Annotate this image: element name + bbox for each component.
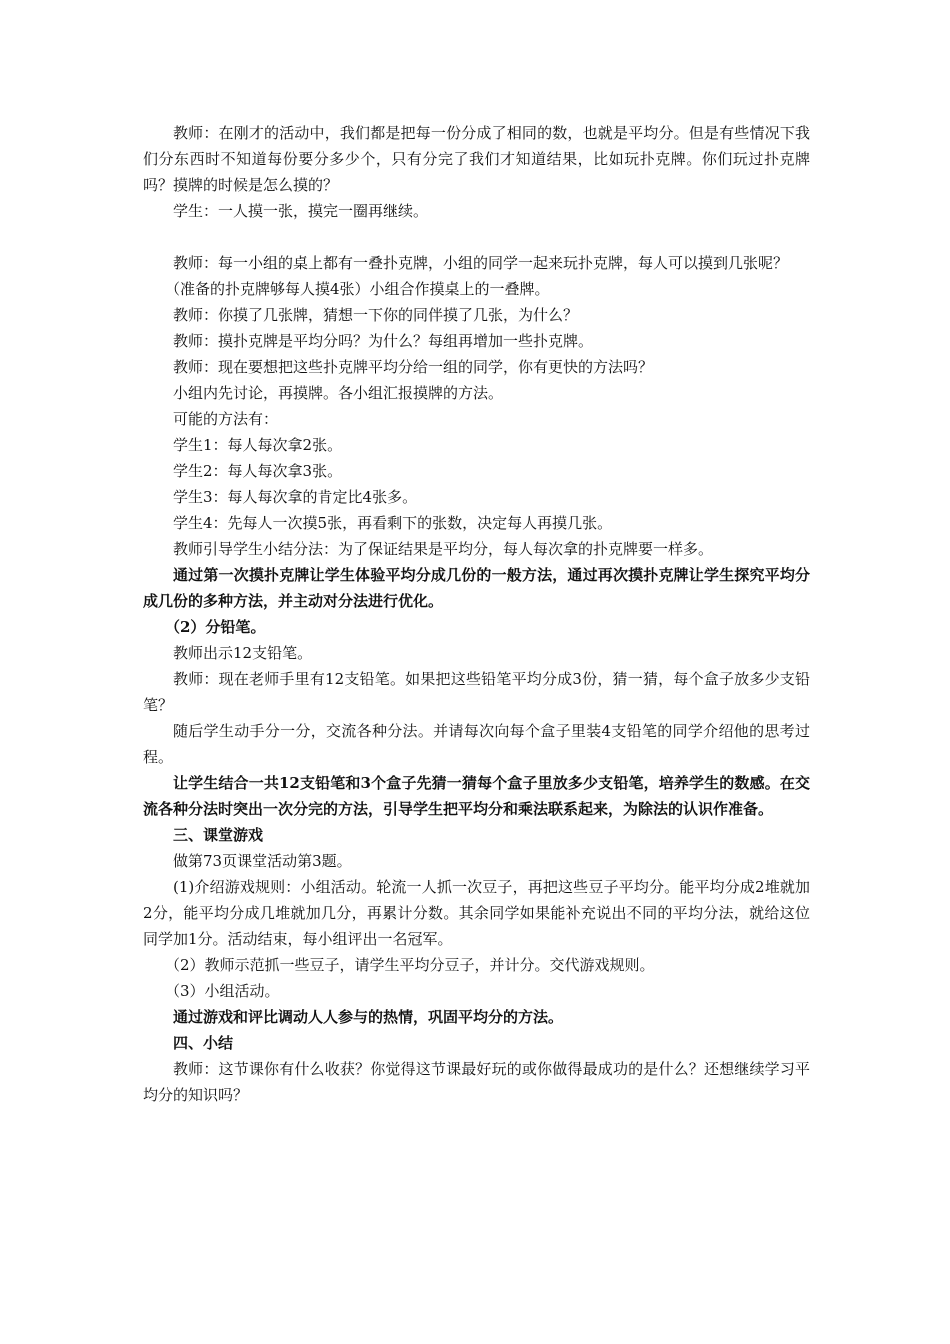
paragraph: 做第73页课堂活动第3题。 <box>173 852 352 870</box>
blank-line <box>143 224 810 250</box>
document-body <box>143 120 810 1108</box>
paragraph: 教师：摸扑克牌是平均分吗？为什么？每组再增加一些扑克牌。 <box>173 332 594 350</box>
paragraph: 教师：现在老师手里有12支铅笔。如果把这些铅笔平均分成3份，猜一猜，每个盒子放多少支铅笔？ <box>143 670 810 714</box>
paragraph: 学生1：每人每次拿2张。 <box>173 436 343 454</box>
section-heading: 三、课堂游戏 <box>173 826 264 844</box>
section-heading: （2）分铅笔。 <box>165 618 266 636</box>
paragraph: 学生：一人摸一张，摸完一圈再继续。 <box>173 202 429 220</box>
paragraph: 教师：每一小组的桌上都有一叠扑克牌，小组的同学一起来玩扑克牌，每人可以摸到几张呢？ <box>173 254 789 272</box>
paragraph: 教师出示12支铅笔。 <box>173 644 313 662</box>
paragraph: 可能的方法有： <box>173 410 279 428</box>
paragraph: 教师：现在要想把这些扑克牌平均分给一组的同学，你有更快的方法吗？ <box>173 358 654 376</box>
paragraph: 教师：你摸了几张牌，猜想一下你的同伴摸了几张，为什么？ <box>173 306 579 324</box>
design-note: 通过第一次摸扑克牌让学生体验平均分成几份的一般方法，通过再次摸扑克牌让学生探究平均分成几份的多种方法，并主动对分法进行优化。 <box>143 566 810 610</box>
paragraph: (1)介绍游戏规则：小组活动。轮流一人抓一次豆子，再把这些豆子平均分。能平均分成2堆就加2分，能平均分成几堆就加几分，再累计分数。其余同学如果能补充说出不同的平均分法，就给这位同学加1分。活动结束，每小组评出一名冠军。 <box>143 878 810 948</box>
paragraph: 学生2：每人每次拿3张。 <box>173 462 343 480</box>
paragraph: 小组内先讨论，再摸牌。各小组汇报摸牌的方法。 <box>173 384 504 402</box>
paragraph: （3）小组活动。 <box>165 982 280 1000</box>
paragraph: 学生4：先每人一次摸5张，再看剩下的张数，决定每人再摸几张。 <box>173 514 613 532</box>
paragraph: 教师：在刚才的活动中，我们都是把每一份分成了相同的数，也就是平均分。但是有些情况下我们分东西时不知道每份要分多少个，只有分完了我们才知道结果，比如玩扑克牌。你们玩过扑克牌吗？摸牌的时候是怎么摸的？ <box>143 124 810 194</box>
design-note: 让学生结合一共12支铅笔和3个盒子先猜一猜每个盒子里放多少支铅笔，培养学生的数感。在交流各种分法时突出一次分完的方法，引导学生把平均分和乘法联系起来，为除法的认识作准备。 <box>143 774 810 818</box>
paragraph: （2）教师示范抓一些豆子，请学生平均分豆子，并计分。交代游戏规则。 <box>165 956 655 974</box>
design-note: 通过游戏和评比调动人人参与的热情，巩固平均分的方法。 <box>173 1008 564 1026</box>
section-heading: 四、小结 <box>173 1034 234 1052</box>
paragraph: 教师：这节课你有什么收获？你觉得这节课最好玩的或你做得最成功的是什么？还想继续学习平均分的知识吗？ <box>143 1060 810 1104</box>
paragraph: 教师引导学生小结分法：为了保证结果是平均分，每人每次拿的扑克牌要一样多。 <box>173 540 714 558</box>
paragraph: （准备的扑克牌够每人摸4张）小组合作摸桌上的一叠牌。 <box>165 280 550 298</box>
paragraph: 随后学生动手分一分，交流各种分法。并请每次向每个盒子里装4支铅笔的同学介绍他的思考过程。 <box>143 722 810 766</box>
paragraph: 学生3：每人每次拿的肯定比4张多。 <box>173 488 418 506</box>
